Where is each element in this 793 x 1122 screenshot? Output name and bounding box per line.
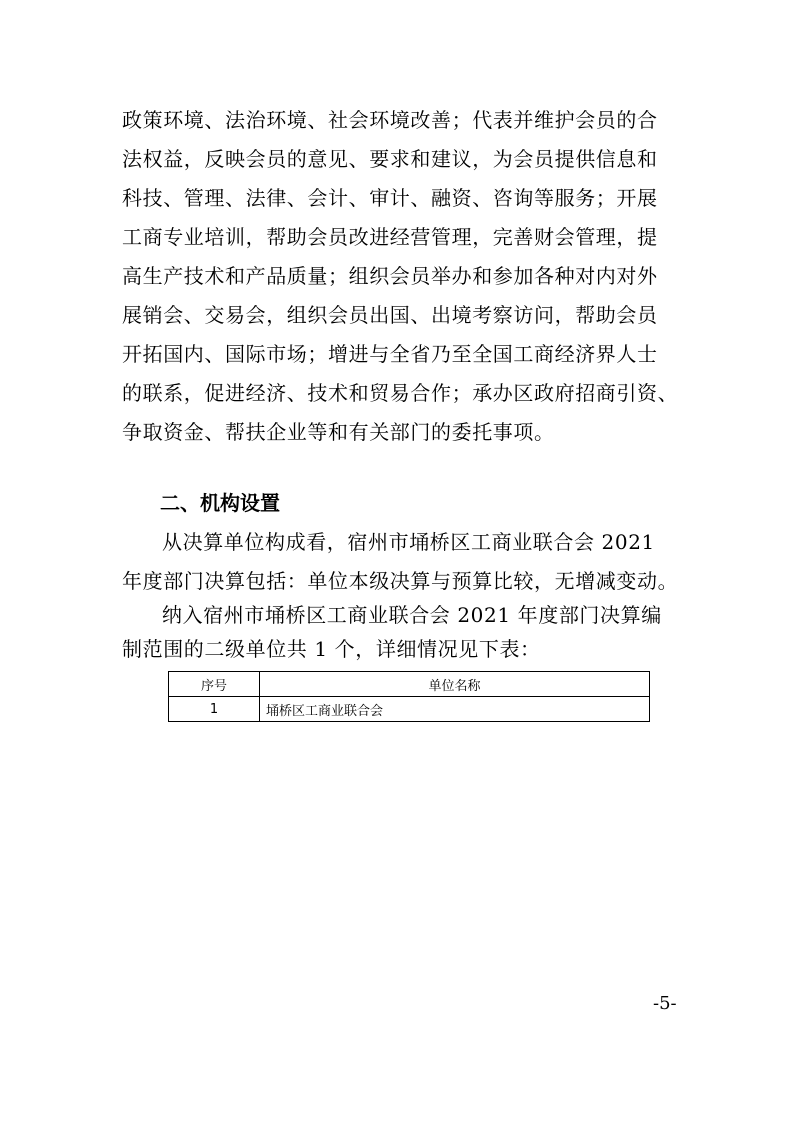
paragraph-line: 工商专业培训，帮助会员改进经营管理，完善财会管理，提 [122,225,658,249]
column-header-unit-name: 单位名称 [260,672,650,697]
paragraph-line: 制范围的二级单位共 1 个，详细情况见下表： [122,637,541,661]
column-header-index: 序号 [169,672,260,697]
paragraph-line: 法权益，反映会员的意见、要求和建议，为会员提供信息和 [122,147,658,171]
paragraph-line: 的联系，促进经济、技术和贸易合作；承办区政府招商引资、 [122,381,679,405]
table-cell-unit-name: 埇桥区工商业联合会 [260,697,650,722]
paragraph-line: 纳入宿州市埇桥区工商业联合会 2021 年度部门决算编 [162,603,662,627]
unit-table [168,671,650,722]
table-row [169,697,650,722]
paragraph-line: 开拓国内、国际市场；增进与全省乃至全国工商经济界人士 [122,342,658,366]
paragraph-line: 争取资金、帮扶企业等和有关部门的委托事项。 [122,420,555,444]
section-heading: 二、机构设置 [160,491,280,515]
paragraph-line: 科技、管理、法律、会计、审计、融资、咨询等服务；开展 [122,186,658,210]
paragraph-line: 年度部门决算包括：单位本级决算与预算比较，无增减变动。 [122,569,679,593]
table-cell-index: 1 [169,697,260,722]
paragraph-line: 展销会、交易会，组织会员出国、出境考察访问，帮助会员 [122,303,658,327]
paragraph-line: 高生产技术和产品质量；组织会员举办和参加各种对内对外 [122,264,658,288]
page-number: -5- [653,993,677,1014]
paragraph-line: 政策环境、法治环境、社会环境改善；代表并维护会员的合 [122,108,658,132]
table-header-row [169,672,650,697]
paragraph-line: 从决算单位构成看，宿州市埇桥区工商业联合会 2021 [162,530,655,554]
